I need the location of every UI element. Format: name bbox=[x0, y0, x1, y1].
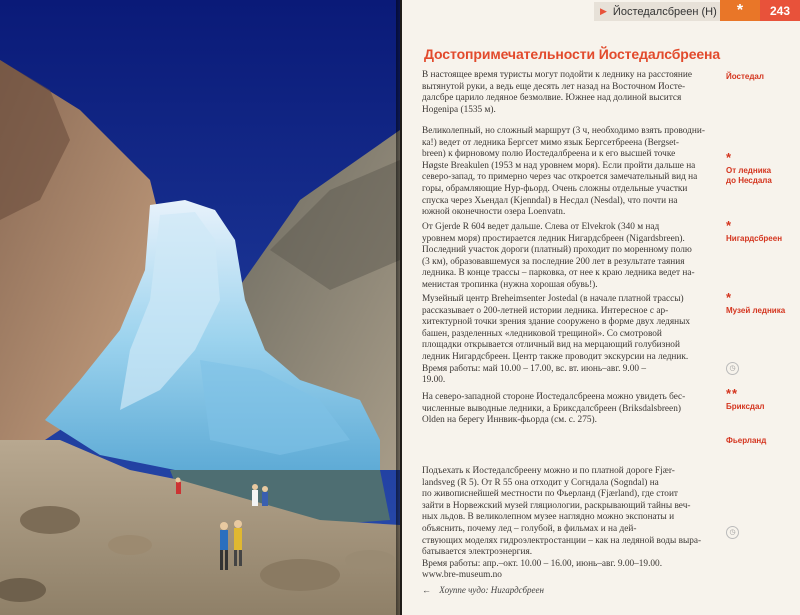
text-line: breen) к фирновому полю Йостедалбреена и к его высшей точке bbox=[422, 149, 676, 160]
text-line: Последний участок дороги (платный) проходит по моренному полю bbox=[422, 245, 692, 256]
text-line: ствующих моделях гидроэлектростанции – как на ледяной воды выра- bbox=[422, 535, 702, 546]
star-rating: * bbox=[726, 218, 733, 233]
margin-notes bbox=[722, 0, 800, 615]
clock-icon: ◷ bbox=[726, 362, 739, 375]
text-line: Høgste Breakulen (1953 м над уровнем моря). Если пройти дальше на bbox=[422, 160, 696, 171]
text-line: вытянутой руки, а ведь еще десять лет назад на Восточном Йосте- bbox=[422, 81, 686, 92]
photo-caption bbox=[422, 585, 718, 595]
margin-note-fjaerland: Фьерланд bbox=[726, 436, 767, 445]
running-title: Йостедалсбреен (H) bbox=[612, 5, 717, 18]
text-line: Hogenipa (1535 м). bbox=[422, 104, 496, 115]
text-line: Olden на берегу Иннвик-фьорда (см. с. 275). bbox=[422, 415, 597, 426]
text-line: ных льдов. В великолепном музее наглядно можно экспонаты и bbox=[422, 512, 675, 523]
text-line: спуска через Хьендал (Kjenndal) в Несдал (Nesdal), что почти на bbox=[422, 195, 678, 206]
text-line: Время работы: май 10.00 – 17.00, вс. вт. июнь–авг. 9.00 – bbox=[422, 363, 646, 374]
text-line: ка!) ведет от ледника Бергсет мимо язык Бергсетбреена (Bergset- bbox=[422, 137, 679, 148]
paragraph-4 bbox=[422, 294, 718, 387]
section-title: Достопримечательности Йостедалсбреена bbox=[424, 46, 721, 62]
running-title-box bbox=[594, 2, 720, 21]
text-line: landsveg (R 5). От R 55 она отходит у Согндала (Sogndal) на bbox=[422, 477, 659, 488]
text-line: На северо-западной стороне Йостедалсбреена можно увидеть бес- bbox=[422, 392, 686, 402]
clock-icon: ◷ bbox=[726, 526, 739, 539]
text-line: объяснить, почему лед – голубой, в фильмах и на дей- bbox=[422, 523, 637, 534]
star-rating: * bbox=[726, 150, 733, 165]
text-line: Подъехать к Йостедалсбреену можно и по платной дороге Fjær- bbox=[422, 466, 675, 476]
star-rating: ** bbox=[726, 386, 739, 401]
header-star-badge: * bbox=[720, 0, 760, 21]
text-line: батывается электроэнергия. bbox=[422, 547, 533, 558]
text-line: рассказывает о 200-летней истории ледника. Интересное с ар- bbox=[422, 305, 669, 316]
text-line: северо-запад, то примерно через час откроется замечательный вид на bbox=[422, 172, 698, 183]
text-line: хитектурной точки зрения здание сооружено в форме двух ледяных bbox=[422, 317, 690, 328]
text-line: менистая тропинка (нужна хорошая обувь!). bbox=[422, 279, 598, 290]
paragraph-5 bbox=[422, 392, 718, 427]
text-line: ледника. В конце трассы – парковка, от нее к краю ледника ведет на- bbox=[422, 268, 695, 279]
margin-note-museum: Музей ледника bbox=[726, 306, 786, 315]
paragraph-6 bbox=[422, 466, 718, 582]
text-line: численные выводные ледники, а Бриксдалсбреен (Briksdalsbreen) bbox=[422, 403, 681, 414]
text-line: Время работы: апр.–окт. 10.00 – 16.00, июнь–авг. 9.00–19.00. bbox=[422, 558, 663, 569]
text-line: В настоящее время туристы могут подойти к леднику на расстояние bbox=[422, 70, 692, 80]
caption-text: Хоуппе чудо: Нигардсбреен bbox=[439, 585, 544, 595]
paragraph-3 bbox=[422, 222, 718, 292]
paragraph-2 bbox=[422, 126, 718, 219]
text-line: площадки открывается отличный вид на мерцающий голубизной bbox=[422, 340, 680, 351]
text-line: горы, обрамляющие Нур-фьорд. Очень сложны отдельные участки bbox=[422, 183, 688, 194]
arrow-left-icon: ← bbox=[422, 585, 431, 595]
text-line: по живописнейшей местности по Фьерланд (Fjærland), где стоит bbox=[422, 489, 678, 500]
text-line: 19.00. bbox=[422, 375, 446, 386]
text-line: уровнем моря) простирается ледник Нигардсбреен (Nigardsbreen). bbox=[422, 233, 685, 244]
margin-note-nigardsbreen: Нигардсбреен bbox=[726, 234, 783, 243]
triangle-right-icon: ▶ bbox=[600, 6, 607, 16]
text-line: Музейный центр Breheimsenter Jostedal (в начале платной трассы) bbox=[422, 294, 684, 304]
text-line: зайти в Норвежский музей гляциологии, раскрывающий тайны веч- bbox=[422, 500, 691, 511]
text-line: От Gjerde R 604 ведет дальше. Слева от Elvekrok (340 м над bbox=[422, 222, 660, 232]
text-line: башен, разделенных «ледниковой трещиной». Со смотровой bbox=[422, 328, 662, 339]
page-number: 243 bbox=[760, 0, 800, 21]
paragraph-1 bbox=[422, 70, 718, 116]
text-line: южной оконечности озера Loenvatn. bbox=[422, 207, 566, 218]
text-line: www.bre-museum.no bbox=[422, 570, 502, 581]
text-line: ледник Нигардсбреен. Центр также проводит экскурсии на ледник. bbox=[422, 351, 689, 362]
text-line: (3 км), образовавшемуся за последние 200 лет в результате таяния bbox=[422, 256, 685, 267]
text-line: далсбре царило ледяное безмолвие. Южнее над долиной высится bbox=[422, 93, 682, 104]
text-line: Великолепный, но сложный маршрут (3 ч, необходимо взять проводни- bbox=[422, 126, 705, 136]
text-page bbox=[402, 0, 800, 615]
margin-note-briksdal: Бриксдал bbox=[726, 402, 765, 411]
star-rating: * bbox=[726, 290, 733, 305]
margin-note-jostedal: Йостедал bbox=[726, 72, 764, 81]
margin-note-nesdal: От ледника до Несдала bbox=[726, 166, 772, 185]
